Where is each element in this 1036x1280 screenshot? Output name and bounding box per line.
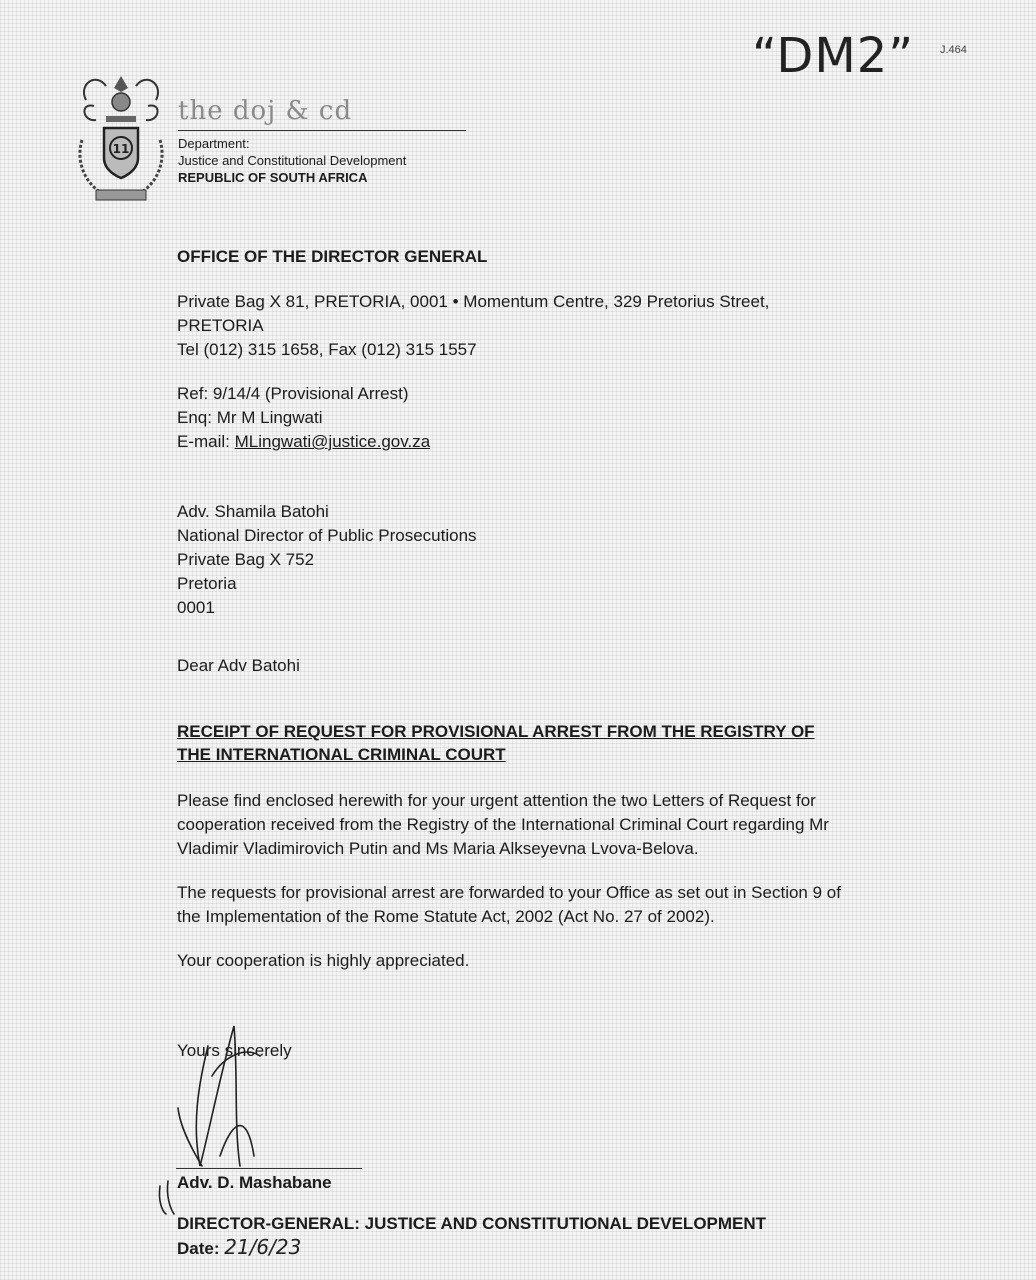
department-label: Department: (178, 136, 250, 151)
country-name: REPUBLIC OF SOUTH AFRICA (178, 170, 368, 185)
body-paragraph-3: Your cooperation is highly appreciated. (177, 951, 470, 970)
address-line-2: PRETORIA (177, 316, 264, 335)
body-paragraph-1-line-3: Vladimir Vladimirovich Putin and Ms Maria Alkseyevna Lvova-Belova. (177, 839, 699, 858)
office-heading: OFFICE OF THE DIRECTOR GENERAL (177, 247, 488, 266)
reference-number: Ref: 9/14/4 (Provisional Arrest) (177, 384, 409, 403)
recipient-title: National Director of Public Prosecutions (177, 526, 477, 545)
contact-line: Tel (012) 315 1658, Fax (012) 315 1557 (177, 340, 477, 359)
email-link[interactable]: MLingwati@justice.gov.za (234, 432, 431, 451)
date-line (177, 1236, 301, 1260)
recipient-postal-code: 0001 (177, 598, 215, 617)
letterhead-divider (178, 130, 466, 131)
date-label: Date: (177, 1239, 225, 1258)
body-paragraph-1-line-1: Please find enclosed herewith for your urgent attention the two Letters of Request for (177, 791, 816, 810)
email-line (177, 431, 430, 453)
svg-text:11: 11 (112, 142, 130, 156)
enquiry-contact: Enq: Mr M Lingwati (177, 408, 323, 427)
body-paragraph-2-line-1: The requests for provisional arrest are forwarded to your Office as set out in Section 9 of (177, 883, 841, 902)
subject-line-2: THE INTERNATIONAL CRIMINAL COURT (177, 745, 506, 764)
signatory-name: Adv. D. Mashabane (177, 1173, 332, 1192)
recipient-city: Pretoria (177, 574, 237, 593)
body-paragraph-2-line-2: the Implementation of the Rome Statute Act, 2002 (Act No. 27 of 2002). (177, 907, 715, 926)
valediction: Yours sincerely (177, 1041, 292, 1060)
recipient-address: Private Bag X 752 (177, 550, 315, 569)
signature-line (176, 1168, 362, 1169)
coat-of-arms-icon (76, 66, 166, 210)
signatory-position: DIRECTOR-GENERAL: JUSTICE AND CONSTITUTIONAL DEVELOPMENT (177, 1214, 767, 1233)
recipient-name: Adv. Shamila Batohi (177, 502, 329, 521)
salutation: Dear Adv Batohi (177, 656, 300, 675)
subject-line-1: RECEIPT OF REQUEST FOR PROVISIONAL ARREST FROM THE REGISTRY OF (177, 722, 815, 741)
department-name: Justice and Constitutional Development (178, 153, 407, 168)
exhibit-mark: “DM2” (752, 28, 915, 84)
body-paragraph-1-line-2: cooperation received from the Registry of the International Criminal Court regarding Mr (177, 815, 829, 834)
department-brand-logo: the doj & cd (178, 96, 353, 126)
date-value: 21/6/23 (224, 1235, 302, 1259)
address-line-1: Private Bag X 81, PRETORIA, 0001 • Momentum Centre, 329 Pretorius Street, (177, 292, 770, 311)
email-label: E-mail: (177, 432, 235, 451)
page-number: J.464 (940, 44, 967, 56)
